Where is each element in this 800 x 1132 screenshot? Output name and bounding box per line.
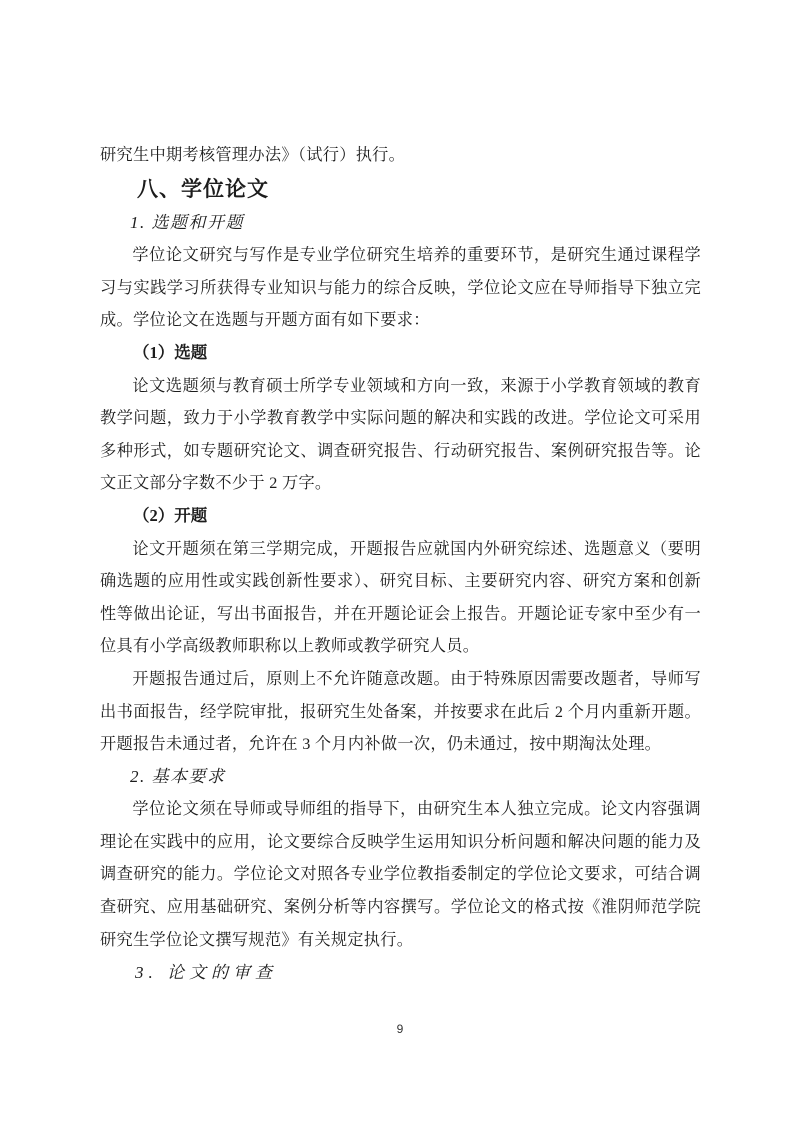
- continuation-line-midterm-assessment: 研究生中期考核管理办法》（试行）执行。: [100, 146, 406, 164]
- paragraph-basic-requirements: 学位论文须在导师或导师组的指导下，由研究生本人独立完成。论文内容强调理论在实践中的应用，论文要综合反映学生运用知识分析问题和解决问题的能力及调查研究的能力。学位论文对照各专业学位教指委制定的学位论文要求，可结合调查研究、应用基础研究、案例分析等内容撰写。学位论文的格式按《淮阴师范学院研究生学位论文撰写规范》有关规定执行。: [100, 800, 701, 949]
- subsection-heading-topic-selection-and-proposal: 1. 选题和开题: [130, 212, 244, 232]
- paragraph-thesis-overview: 学位论文研究与写作是专业学位研究生培养的重要环节，是研究生通过课程学习与实践学习所获得专业知识与能力的综合反映，学位论文应在导师指导下独立完成。学位论文在选题与开题方面有如下要求：: [100, 246, 701, 330]
- item-heading-proposal: （2）开题: [133, 505, 208, 525]
- subsection-heading-basic-requirements: 2. 基本要求: [130, 766, 226, 786]
- section-heading-degree-thesis: 八、学位论文: [137, 177, 269, 201]
- item-heading-topic-selection: （1）选题: [133, 342, 208, 362]
- paragraph-proposal-requirements: 论文开题须在第三学期完成，开题报告应就国内外研究综述、选题意义（要明确选题的应用性或实践创新性要求）、研究目标、主要研究内容、研究方案和创新性等做出论证，写出书面报告，并在开题论证会上报告。开题论证专家中至少有一位具有小学高级教师职称以上教师或教学研究人员。: [100, 539, 701, 656]
- document-content: [100, 139, 701, 990]
- paragraph-topic-selection-requirements: 论文选题须与教育硕士所学专业领域和方向一致，来源于小学教育领域的教育教学问题，致力于小学教育教学中实际问题的解决和实践的改进。学位论文可采用多种形式，如专题研究论文、调查研究报告、行动研究报告、案例研究报告等。论文正文部分字数不少于 2 万字。: [100, 376, 701, 493]
- paragraph-proposal-change-rules: 开题报告通过后，原则上不允许随意改题。由于特殊原因需要改题者，导师写出书面报告，经学院审批，报研究生处备案，并按要求在此后 2 个月内重新开题。开题报告未通过者，允许在 3 个月内补做一次，仍未通过，按中期淘汰处理。: [100, 669, 701, 754]
- subsection-heading-thesis-review: 3. 论文的审查: [135, 963, 277, 983]
- page-number: 9: [396, 1022, 404, 1036]
